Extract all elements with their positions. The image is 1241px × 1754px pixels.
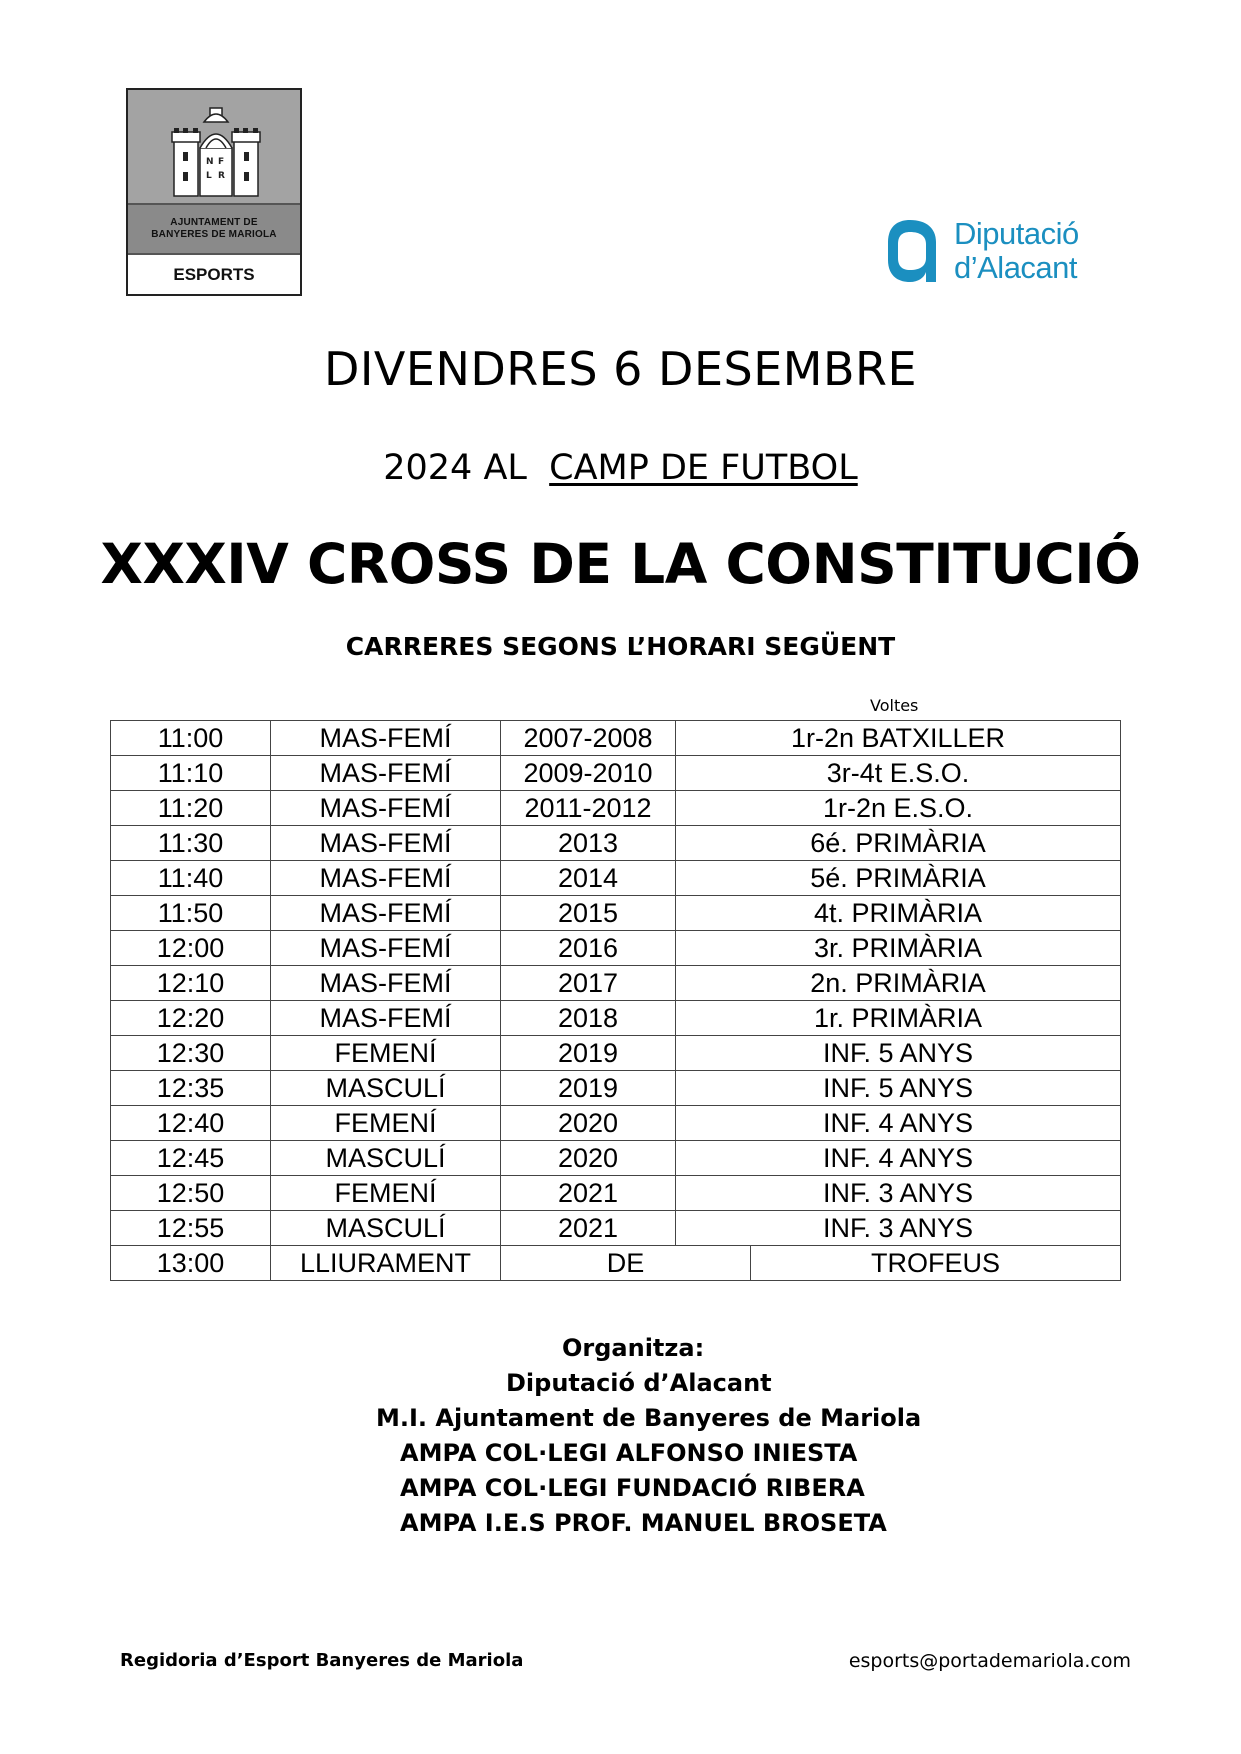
cell-category: 5é. PRIMÀRIA [676,861,1121,896]
castle-icon [170,102,262,200]
table-row [111,861,1121,896]
cell-gender: MAS-FEMÍ [271,931,501,966]
organizer-line: AMPA COL·LEGI ALFONSO INIESTA [400,1439,858,1467]
cell-category: INF. 5 ANYS [676,1071,1121,1106]
cell-category: 1r. PRIMÀRIA [676,1001,1121,1036]
cell-category: 4t. PRIMÀRIA [676,896,1121,931]
cell-gender: MAS-FEMÍ [271,756,501,791]
cell-time: 12:30 [111,1036,271,1071]
table-row [111,1036,1121,1071]
cell-time: 12:50 [111,1176,271,1211]
diputacio-logo [880,210,1100,290]
cell-years: 2011-2012 [501,791,676,826]
diputacio-a-icon [880,212,944,286]
cell-category: INF. 4 ANYS [676,1141,1121,1176]
organizer-line: Diputació d’Alacant [506,1369,772,1397]
cell-years: 2015 [501,896,676,931]
cell-gender: FEMENÍ [271,1106,501,1141]
event-date: DIVENDRES 6 DESEMBRE [323,342,918,396]
table-row [111,791,1121,826]
cell-gender: MAS-FEMÍ [271,896,501,931]
svg-text:R: R [218,171,225,181]
table-row [111,1106,1121,1141]
cell-gender: MASCULÍ [271,1211,501,1246]
table-row [111,1001,1121,1036]
cell-years: 2019 [501,1071,676,1106]
cell-time: 12:10 [111,966,271,1001]
cell-years: 2016 [501,931,676,966]
diputacio-line2: d’Alacant [954,250,1078,285]
cell-gender: MASCULÍ [271,1071,501,1106]
ajuntament-logo [126,88,302,296]
cell-category: 3r-4t E.S.O. [676,756,1121,791]
cell-time: 12:40 [111,1106,271,1141]
logo-department: ESPORTS [173,264,255,284]
schedule-table [110,720,1121,1281]
organizer-line: M.I. Ajuntament de Banyeres de Mariola [376,1404,922,1432]
table-row [111,721,1121,756]
schedule-body [111,721,1121,1281]
cell-gender: MAS-FEMÍ [271,721,501,756]
logo-town-band [128,203,300,255]
event-subtitle: CARRERES SEGONS L’HORARI SEGÜENT [345,632,896,661]
organizer-line: AMPA COL·LEGI FUNDACIÓ RIBERA [400,1474,865,1502]
table-row [111,1071,1121,1106]
logo-town-line1: AJUNTAMENT DE [170,217,258,228]
footer-email: esports@portademariola.com [848,1650,1131,1672]
cell-years: 2013 [501,826,676,861]
cell-category: 1r-2n BATXILLER [676,721,1121,756]
organizer-line: AMPA I.E.S PROF. MANUEL BROSETA [400,1509,887,1537]
cell-category: 3r. PRIMÀRIA [676,931,1121,966]
cell-years: 2021 [501,1211,676,1246]
cell-time: 13:00 [111,1246,271,1281]
svg-text:L: L [206,171,212,181]
cell-time: 12:55 [111,1211,271,1246]
cell-category: INF. 3 ANYS [676,1211,1121,1246]
cell-years: 2020 [501,1141,676,1176]
cell-years: 2007-2008 [501,721,676,756]
cell-word2: DE [501,1246,751,1281]
table-row [111,966,1121,1001]
logo-town-line2: BANYERES DE MARIOLA [151,229,277,240]
cell-time: 11:00 [111,721,271,756]
cell-word3: TROFEUS [751,1246,1121,1281]
table-row [111,896,1121,931]
cell-years: 2017 [501,966,676,1001]
cell-category: 6é. PRIMÀRIA [676,826,1121,861]
cell-years: 2014 [501,861,676,896]
cell-years: 2021 [501,1176,676,1211]
cell-gender: MAS-FEMÍ [271,826,501,861]
footer-department: Regidoria d’Esport Banyeres de Mariola [120,1650,524,1671]
cell-gender: FEMENÍ [271,1036,501,1071]
cell-years: 2020 [501,1106,676,1141]
event-venue: CAMP DE FUTBOL [549,448,858,488]
cell-gender: FEMENÍ [271,1176,501,1211]
event-venue-line [0,448,1241,488]
cell-word1: LLIURAMENT [271,1246,501,1281]
cell-category: 1r-2n E.S.O. [676,791,1121,826]
cell-gender: MAS-FEMÍ [271,791,501,826]
cell-time: 11:50 [111,896,271,931]
cell-time: 12:20 [111,1001,271,1036]
voltes-label: Voltes [870,696,919,715]
organizers-heading: Organitza: [562,1334,705,1362]
diputacio-line1: Diputació [954,216,1079,251]
table-row [111,1141,1121,1176]
cell-time: 12:35 [111,1071,271,1106]
cell-category: INF. 3 ANYS [676,1176,1121,1211]
event-title: XXXIV CROSS DE LA CONSTITUCIÓ [100,532,1141,596]
table-row [111,756,1121,791]
table-row [111,826,1121,861]
table-row [111,1211,1121,1246]
cell-category: INF. 5 ANYS [676,1036,1121,1071]
cell-time: 11:30 [111,826,271,861]
cell-gender: MASCULÍ [271,1141,501,1176]
cell-category: INF. 4 ANYS [676,1106,1121,1141]
cell-gender: MAS-FEMÍ [271,966,501,1001]
cell-years: 2009-2010 [501,756,676,791]
event-year: 2024 AL [383,448,527,488]
svg-text:F: F [218,157,225,167]
cell-gender: MAS-FEMÍ [271,861,501,896]
table-row [111,931,1121,966]
cell-time: 12:45 [111,1141,271,1176]
table-row [111,1176,1121,1211]
table-row-final [111,1246,1121,1281]
cell-gender: MAS-FEMÍ [271,1001,501,1036]
cell-years: 2018 [501,1001,676,1036]
cell-category: 2n. PRIMÀRIA [676,966,1121,1001]
cell-years: 2019 [501,1036,676,1071]
cell-time: 11:20 [111,791,271,826]
cell-time: 11:10 [111,756,271,791]
svg-text:N: N [206,157,214,167]
cell-time: 12:00 [111,931,271,966]
cell-time: 11:40 [111,861,271,896]
